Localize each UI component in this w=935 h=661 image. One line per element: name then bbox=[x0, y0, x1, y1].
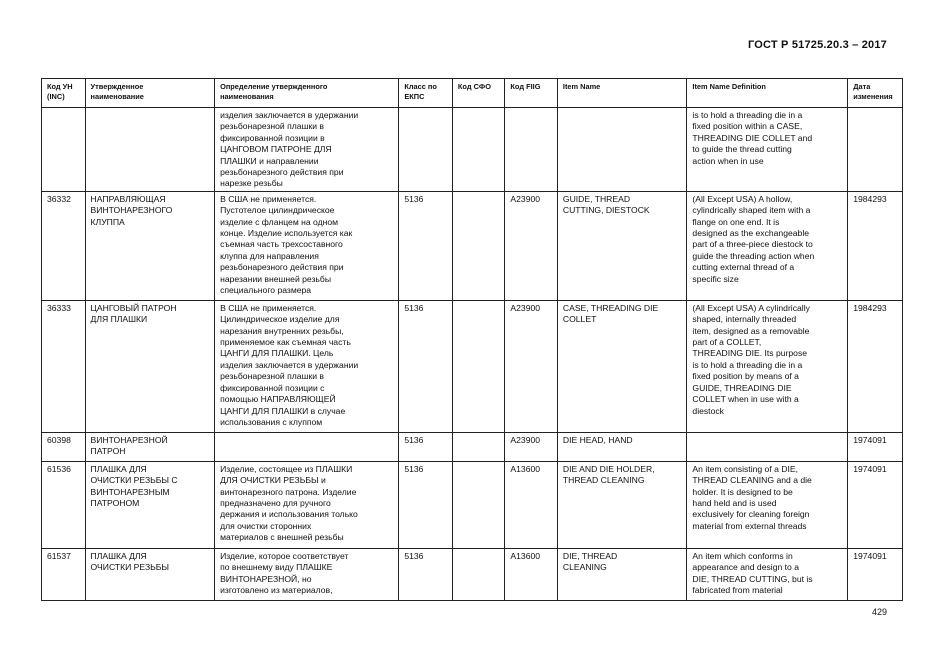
table-row bbox=[42, 108, 903, 192]
cell-definition-en: (All Except USA) A hollow, cylindrically shaped item with a flange on one end. It is designed as the exchangeable part of a three-piece diestock to guide the threading action when cutting external thread of a specific size bbox=[687, 191, 848, 300]
cell-fiig: A23900 bbox=[505, 191, 557, 300]
cell-class bbox=[399, 108, 453, 192]
document-standard-title: ГОСТ Р 51725.20.3 – 2017 bbox=[747, 39, 887, 51]
cell-inc bbox=[42, 108, 86, 192]
cell-definition-en: An item consisting of a DIE, THREAD CLEANING and a die holder. It is designed to be hand held and is used exclusively for cleaning foreign material from external threads bbox=[687, 461, 848, 548]
cell-date: 1974091 bbox=[848, 432, 903, 461]
cell-date bbox=[848, 108, 903, 192]
cell-item-name: DIE HEAD, HAND bbox=[557, 432, 687, 461]
cell-name-ru bbox=[85, 108, 215, 192]
header-definition-en: Item Name Definition bbox=[687, 79, 848, 108]
cell-item-name: GUIDE, THREAD CUTTING, DIESTOCK bbox=[557, 191, 687, 300]
header-item-name: Item Name bbox=[557, 79, 687, 108]
cell-definition-en: An item which conforms in appearance and design to a DIE, THREAD CUTTING, but is fabricated from material bbox=[687, 548, 848, 600]
cell-fiig: A13600 bbox=[505, 461, 557, 548]
table-row bbox=[42, 461, 903, 548]
cell-item-name bbox=[557, 108, 687, 192]
table-row bbox=[42, 548, 903, 600]
cell-sfo bbox=[452, 300, 504, 432]
cell-class: 5136 bbox=[399, 548, 453, 600]
cell-sfo bbox=[452, 461, 504, 548]
cell-definition-ru: Изделие, которое соответствует по внешнему виду ПЛАШКЕ ВИНТОНАРЕЗНОЙ, но изготовлено из материалов, bbox=[215, 548, 399, 600]
cell-name-ru: ВИНТОНАРЕЗНОЙ ПАТРОН bbox=[85, 432, 215, 461]
header-class: Класс по ЕКПС bbox=[399, 79, 453, 108]
cell-sfo bbox=[452, 548, 504, 600]
table-row bbox=[42, 191, 903, 300]
cell-definition-en: (All Except USA) A cylindrically shaped, internally threaded item, designed as a removable part of a COLLET, THREADING DIE. Its purpose is to hold a threading die in a fixed position by means of a GUIDE, THREADING DIE COLLET when in use with a diestock bbox=[687, 300, 848, 432]
cell-name-ru: ЦАНГОВЫЙ ПАТРОН ДЛЯ ПЛАШКИ bbox=[85, 300, 215, 432]
cell-name-ru: НАПРАВЛЯЮЩАЯ ВИНТОНАРЕЗНОГО КЛУППА bbox=[85, 191, 215, 300]
cell-definition-ru: В США не применяется. Цилиндрическое изделие для нарезания внутренних резьбы, применяемое как съемная часть ЦАНГИ ДЛЯ ПЛАШКИ. Цель изделия заключается в удержании резьбонарезной плашки в фиксированной позиции с помощью НАПРАВЛЯЮЩЕЙ ЦАНГИ ДЛЯ ПЛАШКИ в случае использования с клуппом bbox=[215, 300, 399, 432]
cell-inc: 61537 bbox=[42, 548, 86, 600]
cell-class: 5136 bbox=[399, 300, 453, 432]
cell-item-name: DIE AND DIE HOLDER, THREAD CLEANING bbox=[557, 461, 687, 548]
cell-name-ru: ПЛАШКА ДЛЯ ОЧИСТКИ РЕЗЬБЫ bbox=[85, 548, 215, 600]
cell-item-name: DIE, THREAD CLEANING bbox=[557, 548, 687, 600]
cell-name-ru: ПЛАШКА ДЛЯ ОЧИСТКИ РЕЗЬБЫ С ВИНТОНАРЕЗНЫМ ПАТРОНОМ bbox=[85, 461, 215, 548]
header-date: Дата изменения bbox=[848, 79, 903, 108]
cell-date: 1984293 bbox=[848, 191, 903, 300]
table-row bbox=[42, 432, 903, 461]
item-name-table bbox=[41, 78, 903, 601]
header-fiig: Код FIIG bbox=[505, 79, 557, 108]
table-header-row bbox=[42, 79, 903, 108]
page-number: 429 bbox=[871, 607, 887, 617]
cell-class: 5136 bbox=[399, 461, 453, 548]
cell-date: 1974091 bbox=[848, 548, 903, 600]
cell-fiig: A23900 bbox=[505, 300, 557, 432]
cell-class: 5136 bbox=[399, 191, 453, 300]
cell-item-name: CASE, THREADING DIE COLLET bbox=[557, 300, 687, 432]
cell-fiig: A13600 bbox=[505, 548, 557, 600]
header-name-ru: Утвержденное наименование bbox=[85, 79, 215, 108]
cell-inc: 60398 bbox=[42, 432, 86, 461]
header-inc: Код УН (INC) bbox=[42, 79, 86, 108]
cell-sfo bbox=[452, 191, 504, 300]
cell-definition-ru: изделия заключается в удержании резьбонарезной плашки в фиксированной позиции в ЦАНГОВОМ ПАТРОНЕ ДЛЯ ПЛАШКИ и направлении резьбонарезного действия при нарезке резьбы bbox=[215, 108, 399, 192]
header-definition-ru: Определение утвержденного наименования bbox=[215, 79, 399, 108]
header-sfo: Код СФО bbox=[452, 79, 504, 108]
cell-inc: 36333 bbox=[42, 300, 86, 432]
cell-sfo bbox=[452, 432, 504, 461]
cell-definition-ru bbox=[215, 432, 399, 461]
table-row bbox=[42, 300, 903, 432]
cell-definition-en bbox=[687, 432, 848, 461]
cell-definition-ru: В США не применяется. Пустотелое цилиндрическое изделие с фланцем на одном конце. Изделие используется как съемная часть трехсоставного клуппа для направления резьбонарезного действия при нарезании внешней резьбы специального размера bbox=[215, 191, 399, 300]
cell-sfo bbox=[452, 108, 504, 192]
cell-class: 5136 bbox=[399, 432, 453, 461]
cell-fiig bbox=[505, 108, 557, 192]
cell-fiig: A23900 bbox=[505, 432, 557, 461]
cell-inc: 61536 bbox=[42, 461, 86, 548]
cell-inc: 36332 bbox=[42, 191, 86, 300]
cell-definition-ru: Изделие, состоящее из ПЛАШКИ ДЛЯ ОЧИСТКИ РЕЗЬБЫ и винтонарезного патрона. Изделие предназначено для ручного держания и использования только для очистки сторонних материалов с внешней резьбы bbox=[215, 461, 399, 548]
cell-date: 1984293 bbox=[848, 300, 903, 432]
cell-date: 1974091 bbox=[848, 461, 903, 548]
cell-definition-en: is to hold a threading die in a fixed position within a CASE, THREADING DIE COLLET and to guide the thread cutting action when in use bbox=[687, 108, 848, 192]
